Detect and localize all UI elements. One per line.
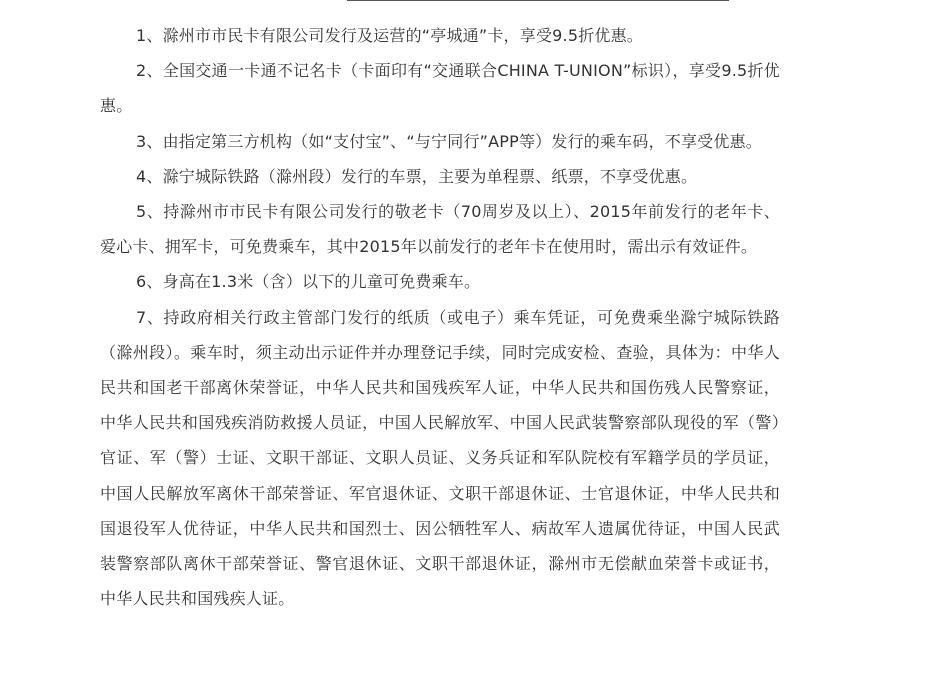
paragraph-5: 5、持滁州市市民卡有限公司发行的敬老卡（70周岁及以上）、2015年前发行的老年卡、爱心卡、拥军卡，可免费乘车，其中2015年以前发行的老年卡在使用时，需出示有效证件。: [100, 202, 780, 257]
paragraph-4: 4、滁宁城际铁路（滁州段）发行的车票，主要为单程票、纸票，不享受优惠。: [136, 166, 698, 186]
paragraph-6: 6、身高在1.3米（含）以下的儿童可免费乘车。: [136, 272, 481, 292]
document-body: [100, 18, 780, 616]
paragraph-1: 1、滁州市市民卡有限公司发行及运营的“亭城通”卡，享受9.5折优惠。: [136, 26, 644, 45]
paragraph-2: 2、全国交通一卡通不记名卡（卡面印有“交通联合CHINA T-UNION”标识），享受9.5折优惠。: [100, 61, 780, 116]
top-divider: [347, 0, 729, 1]
paragraph-3: 3、由指定第三方机构（如“支付宝”、“与宁同行”APP等）发行的乘车码，不享受优惠。: [136, 131, 762, 151]
paragraph-7: 7、持政府相关行政主管部门发行的纸质（或电子）乘车凭证，可免费乘坐滁宁城际铁路（滁州段）。乘车时，须主动出示证件并办理登记手续，同时完成安检、查验，具体为：中华人民共和国老干部离休荣誉证，中华人民共和国残疾军人证，中华人民共和国伤残人民警察证，中华人民共和国残疾消防救援人员证，中国人民解放军、中国人民武装警察部队现役的军（警）官证、军（警）士证、文职干部证、文职人员证、义务兵证和军队院校有军籍学员的学员证，中国人民解放军离休干部荣誉证、军官退休证、文职干部退休证、士官退休证，中华人民共和国退役军人优待证，中华人民共和国烈士、因公牺牲军人、病故军人遗属优待证，中国人民武装警察部队离休干部荣誉证、警官退休证、文职干部退休证，滁州市无偿献血荣誉卡或证书，中华人民共和国残疾人证。: [100, 307, 780, 609]
